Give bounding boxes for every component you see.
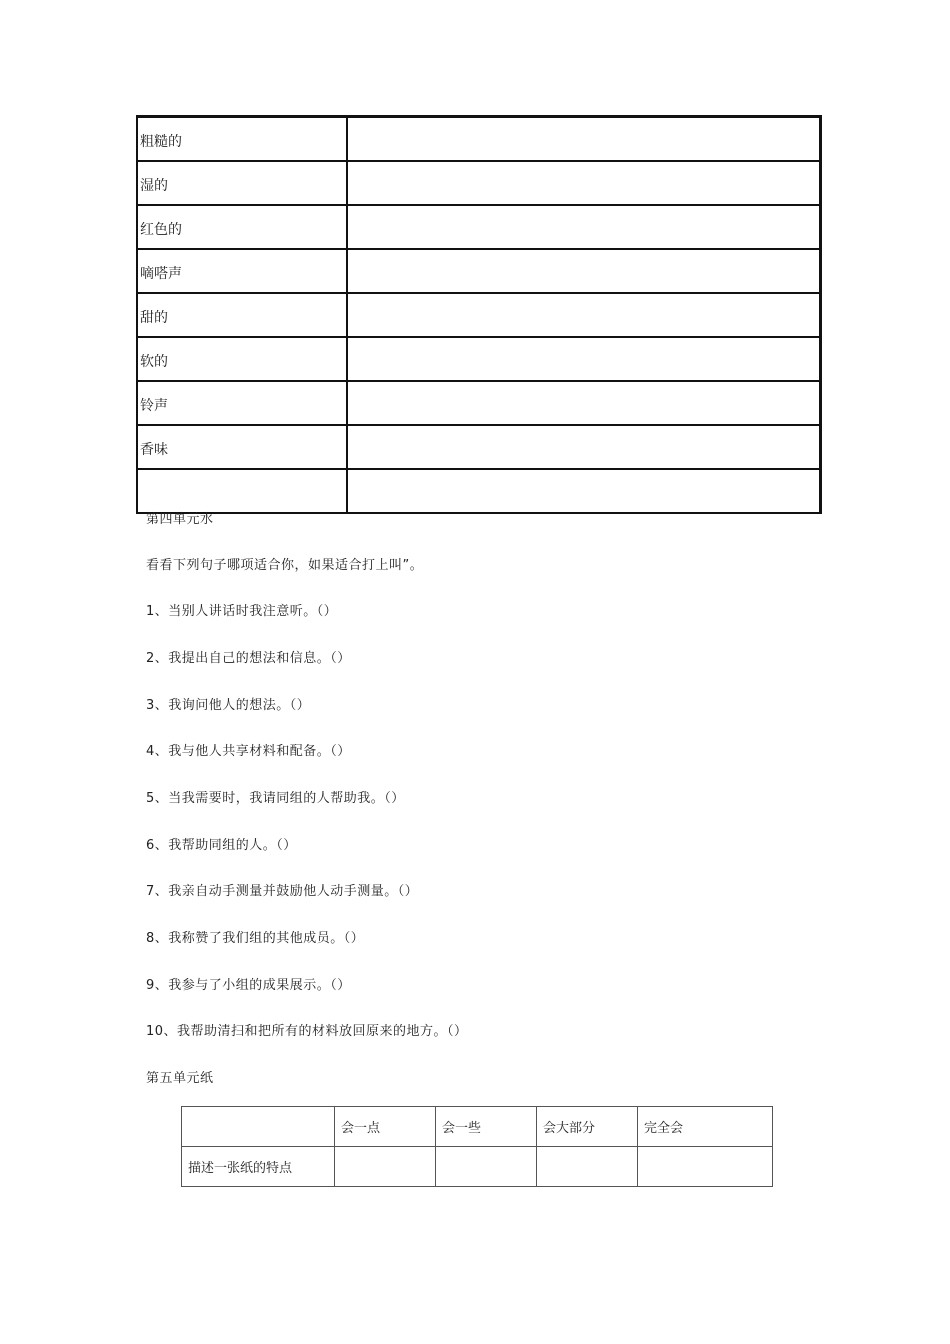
table-cell-word: 甜的 bbox=[137, 293, 347, 337]
table-cell-word: 铃声 bbox=[137, 381, 347, 425]
table-cell-answer[interactable] bbox=[347, 293, 821, 337]
table-cell-answer[interactable] bbox=[347, 161, 821, 205]
table-cell-answer[interactable] bbox=[347, 469, 821, 513]
table-header-row bbox=[182, 1107, 773, 1147]
table-cell-word: 嘀嗒声 bbox=[137, 249, 347, 293]
checklist-item: 3、我询问他人的想法。（） bbox=[146, 698, 311, 713]
unit4-instruction: 看看下列句子哪项适合你，如果适合打上叫”。 bbox=[146, 558, 424, 573]
skill-rating-table bbox=[181, 1106, 773, 1187]
table-row bbox=[137, 381, 821, 425]
table-header-fully: 完全会 bbox=[638, 1107, 773, 1147]
checklist-item: 7、我亲自动手测量并鼓励他人动手测量。（） bbox=[146, 884, 419, 899]
rating-cell[interactable] bbox=[537, 1147, 638, 1187]
unit4-title: 第四单元水 bbox=[146, 512, 214, 527]
table-cell-word bbox=[137, 469, 347, 513]
table-row bbox=[137, 293, 821, 337]
table-header-empty bbox=[182, 1107, 335, 1147]
table-cell-word: 粗糙的 bbox=[137, 117, 347, 162]
checklist-item: 4、我与他人共享材料和配备。（） bbox=[146, 744, 351, 759]
table-header-some: 会一些 bbox=[436, 1107, 537, 1147]
table-row bbox=[137, 425, 821, 469]
table-header-a-little: 会一点 bbox=[335, 1107, 436, 1147]
table-cell-word: 软的 bbox=[137, 337, 347, 381]
table-row bbox=[137, 469, 821, 513]
rating-cell[interactable] bbox=[638, 1147, 773, 1187]
table-cell-answer[interactable] bbox=[347, 381, 821, 425]
unit5-title: 第五单元纸 bbox=[146, 1071, 214, 1086]
table-cell-answer[interactable] bbox=[347, 425, 821, 469]
table-row-label: 描述一张纸的特点 bbox=[182, 1147, 335, 1187]
table-cell-word: 香味 bbox=[137, 425, 347, 469]
table-row bbox=[137, 205, 821, 249]
table-row bbox=[137, 249, 821, 293]
table-cell-word: 红色的 bbox=[137, 205, 347, 249]
checklist-item: 5、当我需要时，我请同组的人帮助我。（） bbox=[146, 791, 405, 806]
checklist-item: 6、我帮助同组的人。（） bbox=[146, 838, 297, 853]
checklist-item: 10、我帮助清扫和把所有的材料放回原来的地方。（） bbox=[146, 1024, 468, 1039]
table-row bbox=[137, 337, 821, 381]
table-cell-word: 湿的 bbox=[137, 161, 347, 205]
checklist-item: 8、我称赞了我们组的其他成员。（） bbox=[146, 931, 365, 946]
checklist-item: 2、我提出自己的想法和信息。（） bbox=[146, 651, 351, 666]
table-row bbox=[137, 117, 821, 162]
table-row bbox=[182, 1147, 773, 1187]
table-row bbox=[137, 161, 821, 205]
table-cell-answer[interactable] bbox=[347, 249, 821, 293]
table-header-most: 会大部分 bbox=[537, 1107, 638, 1147]
adjective-table bbox=[136, 115, 822, 514]
table-cell-answer[interactable] bbox=[347, 117, 821, 162]
table-cell-answer[interactable] bbox=[347, 205, 821, 249]
checklist-item: 9、我参与了小组的成果展示。（） bbox=[146, 978, 351, 993]
checklist-item: 1、当别人讲话时我注意听。（） bbox=[146, 604, 338, 619]
table-cell-answer[interactable] bbox=[347, 337, 821, 381]
rating-cell[interactable] bbox=[436, 1147, 537, 1187]
rating-cell[interactable] bbox=[335, 1147, 436, 1187]
